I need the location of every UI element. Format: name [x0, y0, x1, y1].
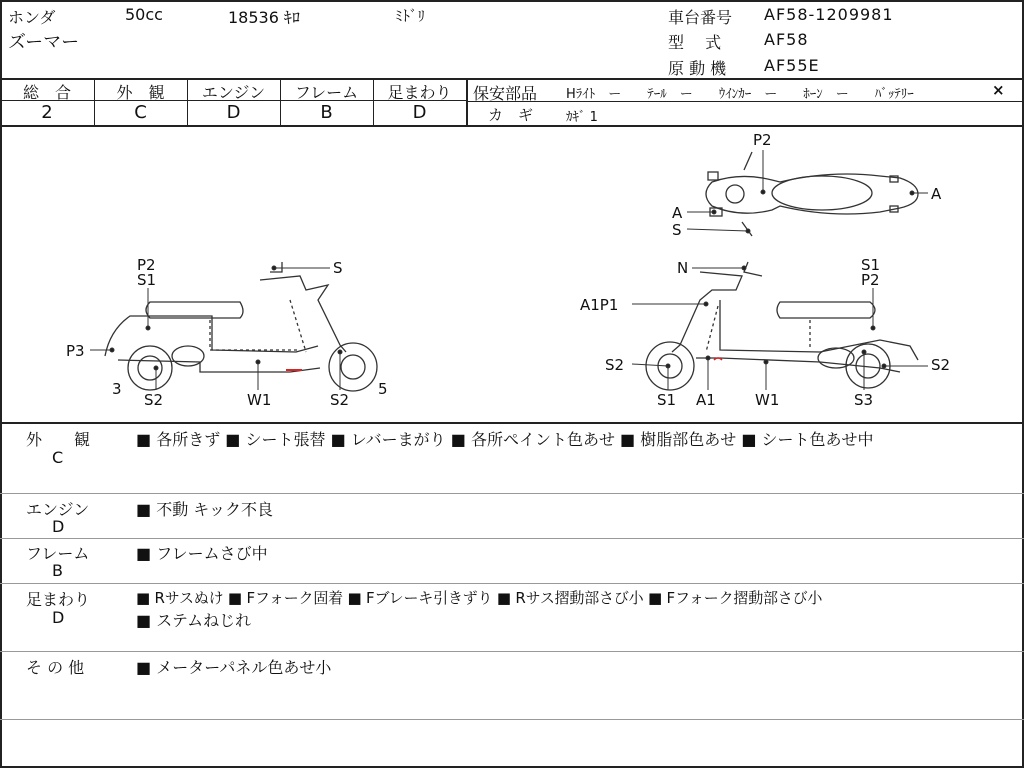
- label-left-w1: W1: [247, 391, 272, 409]
- color: ﾐﾄﾞﾘ: [395, 7, 426, 25]
- note-suspension-grade: D: [52, 608, 65, 627]
- battery-mark: ×: [992, 81, 1005, 99]
- type-label: 型 式: [668, 33, 722, 52]
- engine-label: 原 動 機: [668, 59, 727, 78]
- grade-suspension-label: 足まわり: [387, 83, 452, 102]
- maker: ホンダ: [8, 8, 56, 27]
- label-left-s: S: [333, 259, 343, 277]
- frame-no: AF58-1209981: [764, 5, 894, 24]
- note-engine-text: ■ 不動 キック不良: [136, 500, 273, 519]
- model-name: ズーマー: [8, 32, 80, 53]
- note-frame-text: ■ フレームさび中: [136, 544, 268, 563]
- label-left-s2a: S2: [144, 391, 164, 409]
- key-value: ｶｷﾞ 1: [566, 110, 598, 125]
- label-right-s2a: S2: [605, 356, 625, 374]
- type-value: AF58: [764, 30, 809, 49]
- label-left-s1: S1: [137, 271, 157, 289]
- grade-overall-value: 2: [41, 102, 53, 123]
- grade-frame-value: B: [320, 102, 333, 123]
- note-suspension-text-2: ■ ステムねじれ: [136, 611, 252, 630]
- label-right-s3: S3: [854, 391, 874, 409]
- label-left-5: 5: [378, 380, 388, 398]
- grade-frame-label: フレーム: [294, 83, 359, 102]
- label-right-s1: S1: [861, 256, 881, 274]
- note-engine-label: エンジン: [26, 500, 90, 519]
- note-suspension-label: 足まわり: [26, 590, 91, 609]
- safety-items: Hﾗｲﾄ ー ﾃｰﾙ ー ｳｲﾝｶｰ ー ﾎｰﾝ ー ﾊﾞｯﾃﾘｰ: [566, 87, 914, 102]
- grade-suspension-value: D: [412, 102, 427, 123]
- mileage: 18536 ｷﾛ: [228, 8, 300, 27]
- label-right-a1p1: A1P1: [580, 296, 619, 314]
- label-right-s1b: S1: [657, 391, 677, 409]
- note-engine-grade: D: [52, 517, 65, 536]
- note-frame-label: フレーム: [26, 544, 90, 563]
- label-right-w1: W1: [755, 391, 780, 409]
- label-top-s: S: [672, 221, 682, 239]
- grade-engine-label: エンジン: [201, 83, 266, 102]
- label-top-a-right: A: [931, 185, 942, 203]
- grade-exterior-value: C: [134, 102, 147, 123]
- label-top-a-left: A: [672, 204, 683, 222]
- label-left-p3: P3: [66, 342, 85, 360]
- note-exterior-text: ■ 各所きず ■ シート張替 ■ レバーまがり ■ 各所ペイント色あせ ■ 樹脂部色あせ ■ シート色あせ中: [136, 430, 874, 449]
- label-right-n: N: [677, 259, 689, 277]
- note-exterior-label: 外 観: [26, 430, 91, 449]
- grade-overall-label: 総 合: [22, 83, 71, 102]
- label-right-a1: A1: [696, 391, 716, 409]
- label-right-s2b: S2: [931, 356, 951, 374]
- safety-label: 保安部品: [473, 84, 538, 103]
- frame-no-label: 車台番号: [668, 8, 733, 27]
- note-frame-grade: B: [52, 561, 63, 580]
- engine-value: AF55E: [764, 56, 820, 75]
- grade-exterior-label: 外 観: [116, 83, 165, 102]
- label-top-p2: P2: [753, 131, 772, 149]
- note-suspension-text-1: ■ Rサスぬけ ■ Fフォーク固着 ■ Fブレーキ引きずり ■ Rサス摺動部さび小 ■ Fフォーク摺動部さび小: [136, 589, 823, 607]
- label-left-p2: P2: [137, 256, 156, 274]
- label-left-s2b: S2: [330, 391, 350, 409]
- displacement: 50cc: [125, 5, 163, 24]
- note-other-text: ■ メーターパネル色あせ小: [136, 658, 332, 677]
- note-other-label: そ の 他: [26, 658, 85, 677]
- grade-engine-value: D: [226, 102, 241, 123]
- note-exterior-grade: C: [52, 448, 64, 467]
- key-label: カ ギ: [488, 106, 534, 124]
- label-left-3: 3: [112, 380, 122, 398]
- label-right-p2: P2: [861, 271, 880, 289]
